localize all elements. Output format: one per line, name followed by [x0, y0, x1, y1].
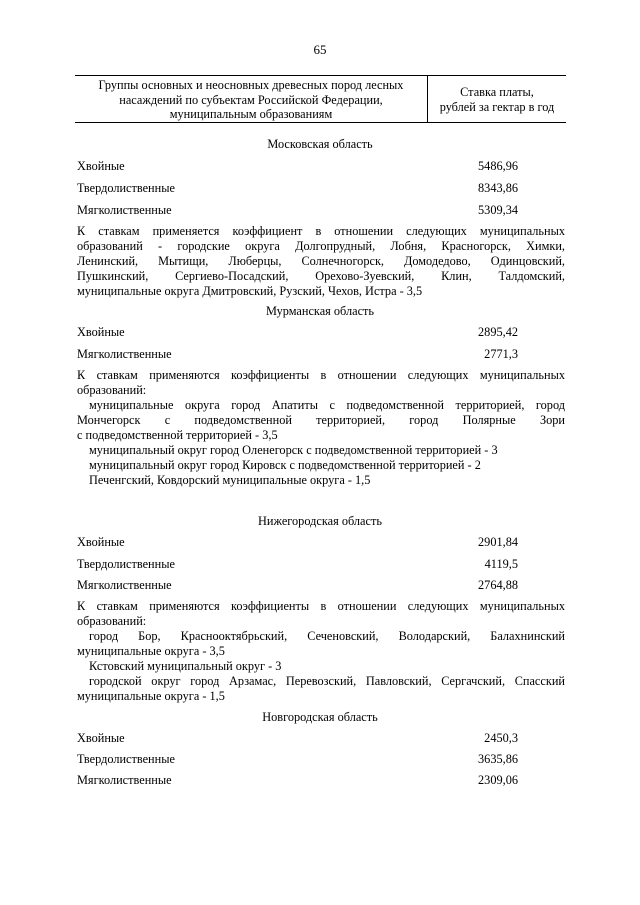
header-rate-column — [428, 76, 566, 122]
note-line: муниципальные округа - 1,5 — [77, 689, 225, 703]
rate-value: 2309,06 — [478, 773, 518, 787]
rate-value: 5309,34 — [478, 203, 518, 217]
note-line: образований - городские округа Долгопрудный, Лобня, Красногорск, Химки, — [77, 239, 565, 253]
table-row — [77, 203, 565, 219]
note-line: образований: — [77, 614, 147, 628]
rate-value: 2895,42 — [478, 325, 518, 339]
species-name: Хвойные — [77, 325, 125, 339]
note-line: К ставкам применяются коэффициенты в отношении следующих муниципальных — [77, 599, 565, 613]
header-line: муниципальным образованиям — [169, 107, 333, 121]
table-row — [77, 557, 565, 573]
note-line: муниципальный округ город Кировск с подведомственной территорией - 2 — [89, 458, 481, 472]
species-name: Мягколиственные — [77, 578, 172, 592]
note-line: образований: — [77, 383, 147, 397]
species-name: Твердолиственные — [77, 752, 175, 766]
header-line: рублей за гектар в год — [439, 99, 555, 114]
note-line: муниципальные округа - 3,5 — [77, 644, 225, 658]
region-title-nizhny: Нижегородская область — [258, 514, 382, 528]
species-name: Хвойные — [77, 535, 125, 549]
header-line: насаждений по субъектам Российской Федерации, — [119, 92, 383, 107]
table-header — [75, 75, 566, 123]
table-row — [77, 325, 565, 341]
note-line: Мончегорск с подведомственной территорией, город Полярные Зори — [77, 413, 565, 427]
table-row — [77, 752, 565, 768]
rate-value: 2764,88 — [478, 578, 518, 592]
region-title-murmansk: Мурманская область — [265, 304, 375, 318]
note-line: муниципальные округа город Апатиты с подведомственной территорией, город — [89, 398, 565, 412]
species-name: Мягколиственные — [77, 203, 172, 217]
note-line: Пушкинский, Сергиево-Посадский, Орехово-Зуевский, Клин, Талдомский, — [77, 269, 565, 283]
species-name: Твердолиственные — [77, 557, 175, 571]
rate-value: 3635,86 — [478, 752, 518, 766]
table-row — [77, 159, 565, 175]
note-line: муниципальный округ город Оленегорск с подведомственной территорией - 3 — [89, 443, 498, 457]
region-title-moscow: Московская область — [267, 137, 373, 151]
page-number: 65 — [313, 42, 327, 57]
species-name: Хвойные — [77, 731, 125, 745]
coefficient-note-nizhny — [77, 599, 565, 704]
table-row — [77, 578, 565, 594]
rate-value: 2450,3 — [484, 731, 518, 745]
note-line: город Бор, Краснооктябрьский, Сеченовский, Володарский, Балахнинский — [89, 629, 565, 643]
rate-value: 5486,96 — [478, 159, 518, 173]
note-line: с подведомственной территорией - 3,5 — [77, 428, 278, 442]
note-line: К ставкам применяется коэффициент в отношении следующих муниципальных — [77, 224, 565, 238]
table-row — [77, 731, 565, 747]
header-line: Группы основных и неосновных древесных пород лесных — [98, 78, 404, 92]
header-line: Ставка платы, — [460, 85, 534, 99]
note-line: Печенгский, Ковдорский муниципальные округа - 1,5 — [89, 473, 371, 487]
note-line: Кстовский муниципальный округ - 3 — [89, 659, 282, 673]
coefficient-note-moscow — [77, 224, 565, 299]
table-row — [77, 535, 565, 551]
note-line: Ленинский, Мытищи, Люберцы, Солнечногорск, Домодедово, Одинцовский, — [77, 254, 565, 268]
header-species-column — [75, 76, 428, 122]
species-name: Твердолиственные — [77, 181, 175, 195]
note-line: К ставкам применяются коэффициенты в отношении следующих муниципальных — [77, 368, 565, 382]
species-name: Хвойные — [77, 159, 125, 173]
table-row — [77, 347, 565, 363]
species-name: Мягколиственные — [77, 347, 172, 361]
rate-value: 8343,86 — [478, 181, 518, 195]
note-line: городской округ город Арзамас, Перевозский, Павловский, Сергачский, Спасский — [89, 674, 565, 688]
table-row — [77, 181, 565, 197]
rate-value: 2901,84 — [478, 535, 518, 549]
species-name: Мягколиственные — [77, 773, 172, 787]
table-row — [77, 773, 565, 789]
note-line: муниципальные округа Дмитровский, Рузский, Чехов, Истра - 3,5 — [77, 284, 423, 298]
rate-value: 4119,5 — [484, 557, 518, 571]
rate-value: 2771,3 — [484, 347, 518, 361]
region-title-novgorod: Новгородская область — [262, 710, 378, 724]
coefficient-note-murmansk — [77, 368, 565, 488]
